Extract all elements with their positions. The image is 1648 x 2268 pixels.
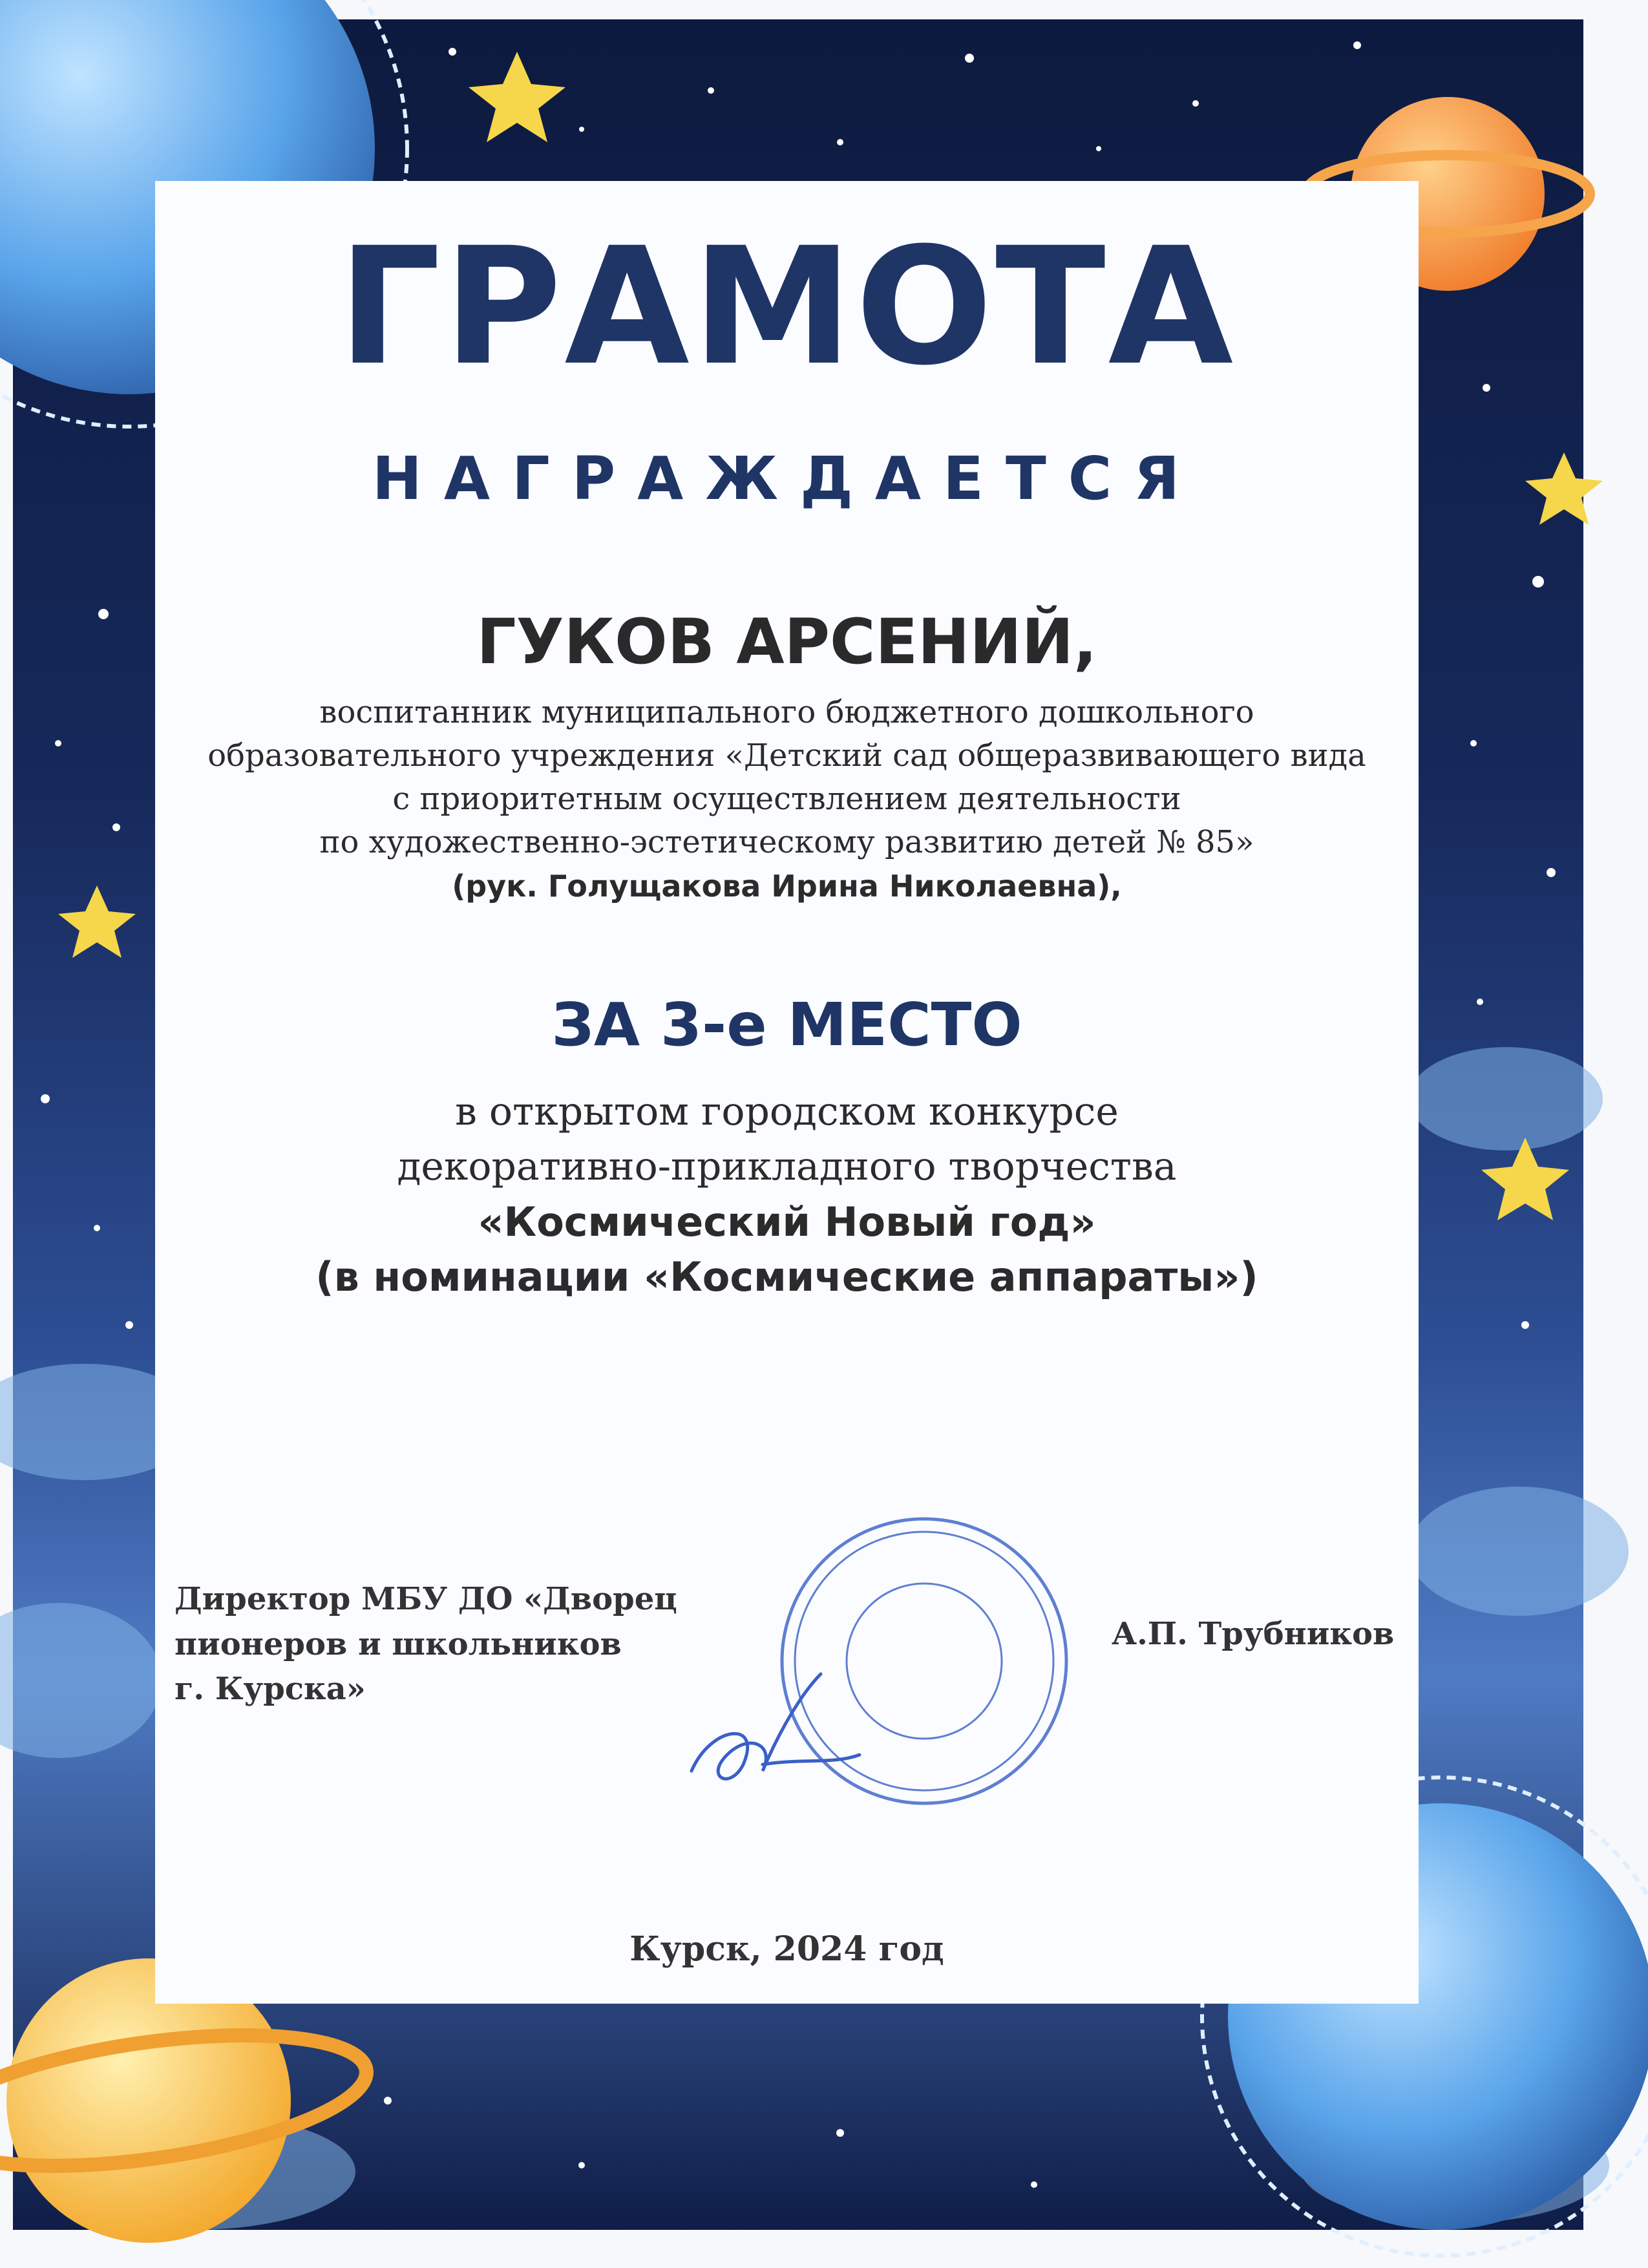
certificate-title: ГРАМОТА xyxy=(337,213,1236,401)
description-line: с приоритетным осуществлением деятельности xyxy=(392,781,1181,817)
contest-line: в открытом городском конкурсе xyxy=(455,1089,1119,1134)
description-line: образовательного учреждения «Детский сад общеразвивающего вида xyxy=(207,737,1366,774)
signer-title-line: Директор МБУ ДО «Дворец xyxy=(174,1581,677,1617)
certificate-subtitle: НАГРАЖДАЕТСЯ xyxy=(372,444,1202,513)
recipient-name: ГУКОВ АРСЕНИЙ, xyxy=(476,606,1097,678)
place-and-year: Курск, 2024 год xyxy=(629,1929,944,1969)
description-line: воспитанник муниципального бюджетного дошкольного xyxy=(319,694,1254,730)
contest-name: «Космический Новый год» xyxy=(478,1198,1096,1245)
signer-title-line: г. Курска» xyxy=(174,1671,366,1708)
signer-name: А.П. Трубников xyxy=(1112,1616,1395,1652)
stamp-and-signature xyxy=(666,1500,1086,1836)
nomination: (в номинации «Космические аппараты») xyxy=(315,1253,1258,1300)
signer-title-line: пионеров и школьников xyxy=(174,1626,622,1662)
handwritten-signature xyxy=(692,1674,860,1779)
award-place: ЗА 3-е МЕСТО xyxy=(551,990,1022,1059)
description-line: по художественно-эстетическому развитию детей № 85» xyxy=(319,824,1254,860)
contest-line: декоративно-прикладного творчества xyxy=(397,1144,1177,1189)
supervisor-line: (рук. Голущакова Ирина Николаевна), xyxy=(452,869,1122,904)
